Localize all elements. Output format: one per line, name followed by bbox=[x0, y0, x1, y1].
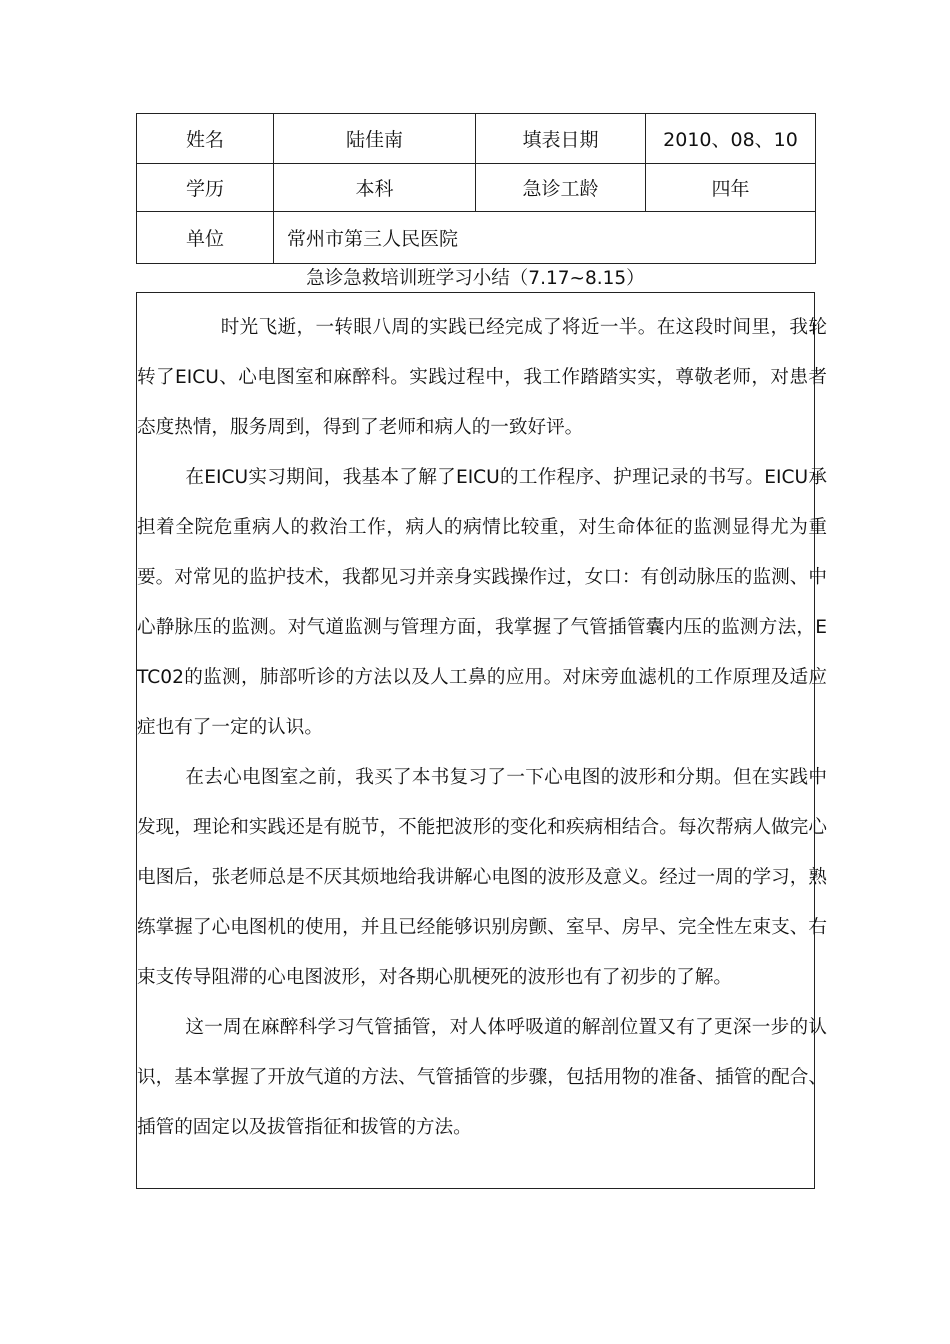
date-label: 填表日期 bbox=[476, 114, 646, 164]
education-value: 本科 bbox=[274, 164, 476, 212]
seniority-label: 急诊工龄 bbox=[476, 164, 646, 212]
info-row-education bbox=[137, 164, 816, 212]
name-value: 陆佳南 bbox=[274, 114, 476, 164]
summary-paragraph: 时光飞逝，一转眼八周的实践已经完成了将近一半。在这段时间里，我轮转了EICU、心电图室和麻醉科。实践过程中，我工作踏踏实实，尊敬老师，对患者态度热情，服务周到，得到了老师和病人的一致好评。 bbox=[137, 317, 827, 438]
education-label: 学历 bbox=[137, 164, 274, 212]
unit-value: 常州市第三人民医院 bbox=[274, 212, 816, 264]
summary-title: 急诊急救培训班学习小结（7.17~8.15） bbox=[306, 268, 645, 289]
name-label: 姓名 bbox=[137, 114, 274, 164]
summary-paragraph: 在EICU实习期间，我基本了解了EICU的工作程序、护理记录的书写。EICU承担着全院危重病人的救治工作，病人的病情比较重，对生命体征的监测显得尤为重要。对常见的监护技术，我都见习并亲身实践操作过，女口：有创动脉压的监测、中心静脉压的监测。对气道监测与管理方面，我掌握了气管插管囊内压的监测方法，ETC02的监测，肺部听诊的方法以及人工鼻的应用。对床旁血滤机的工作原理及适应症也有了一定的认识。 bbox=[137, 467, 827, 738]
date-value: 2010、08、10 bbox=[646, 114, 816, 164]
info-row-unit bbox=[137, 212, 816, 264]
info-row-name bbox=[137, 114, 816, 164]
summary-paragraph: 这一周在麻醉科学习气管插管，对人体呼吸道的解剖位置又有了更深一步的认识，基本掌握了开放气道的方法、气管插管的步骤，包括用物的准备、插管的配合、插管的固定以及拔管指征和拔管的方法。 bbox=[137, 1017, 827, 1138]
unit-label: 单位 bbox=[137, 212, 274, 264]
summary-paragraph: 在去心电图室之前，我买了本书复习了一下心电图的波形和分期。但在实践中发现，理论和实践还是有脱节，不能把波形的变化和疾病相结合。每次帮病人做完心电图后，张老师总是不厌其烦地给我讲解心电图的波形及意义。经过一周的学习，熟练掌握了心电图机的使用，并且已经能够识别房颤、室早、房早、完全性左束支、右束支传导阻滞的心电图波形，对各期心肌梗死的波形也有了初步的了解。 bbox=[137, 767, 827, 988]
summary-content-box bbox=[136, 292, 827, 1189]
info-table bbox=[136, 113, 816, 264]
seniority-value: 四年 bbox=[646, 164, 816, 212]
